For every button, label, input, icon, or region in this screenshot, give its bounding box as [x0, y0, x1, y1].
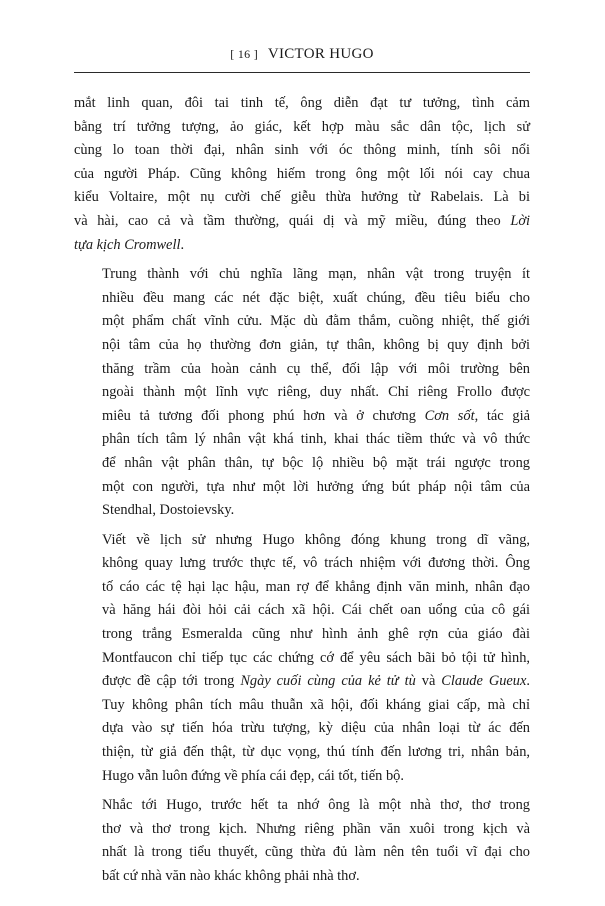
text-line	[74, 287, 530, 311]
text-run: miêu tả tương đối phong phú hơn và ở chương	[102, 407, 425, 424]
text-line	[74, 499, 530, 523]
text-line	[74, 186, 530, 210]
text-line	[74, 163, 530, 187]
text-run: Trung thành với chủ nghĩa lãng mạn, nhân vật trong truyện ít	[102, 266, 530, 283]
text-run: mắt linh quan, đôi tai tinh tế, ông diễn đạt tư tưởng, tình cảm	[74, 95, 530, 111]
text-line	[74, 381, 530, 405]
italic-title: tựa kịch Cromwell	[74, 236, 181, 253]
text-run: trong trắng Esmeralda cũng như hình ảnh ghê rợn của giáo đài	[102, 626, 530, 643]
text-line	[74, 428, 530, 452]
text-line	[74, 234, 530, 258]
italic-title: Lời	[510, 212, 530, 229]
text-line	[74, 623, 530, 647]
text-line	[74, 310, 530, 334]
body-text	[74, 92, 530, 895]
text-line	[74, 794, 530, 818]
text-run: bất cứ nhà văn nào khác không phải nhà thơ.	[102, 868, 360, 884]
italic-title: Ngày cuối cùng của kẻ tử tù	[240, 673, 416, 690]
text-line	[74, 116, 530, 140]
text-run: thơ và thơ trong kịch. Nhưng riêng phần văn xuôi trong kịch và	[102, 820, 530, 837]
text-run: của người Pháp. Cũng không hiếm trong ông một lối nói cay chua	[74, 165, 530, 182]
text-line	[74, 765, 530, 789]
page-number: [ 16 ]	[230, 47, 259, 61]
text-line	[74, 452, 530, 476]
text-run: thăng trầm của hoàn cảnh cụ thể, đối lập với môi trường bên	[102, 360, 530, 377]
text-line	[74, 599, 530, 623]
text-line	[74, 647, 530, 671]
italic-title: Cơn sốt	[424, 407, 475, 424]
text-line	[74, 741, 530, 765]
text-run: bằng trí tưởng tượng, ảo giác, kết hợp màu sắc dân tộc, lịch sử	[74, 118, 530, 135]
text-run: Stendhal, Dostoievsky.	[102, 502, 235, 519]
text-run: nhất là trong tiểu thuyết, cũng thừa đủ làm nên tên tuổi vĩ đại cho	[102, 844, 530, 861]
text-line	[74, 841, 530, 865]
text-line	[74, 210, 530, 234]
text-run: một phẩm chất vĩnh cửu. Mặc dù đằm thắm, cuồng nhiệt, thế giới	[102, 313, 530, 330]
text-run: ngoài thành một lĩnh vực riêng, duy nhất. Chỉ riêng Frollo được	[102, 384, 530, 401]
running-header	[74, 46, 530, 63]
text-line	[74, 139, 530, 163]
text-run: phân tích tâm lý nhân vật khá tinh, khai thác tiềm thức và vô thức	[102, 431, 530, 448]
text-line	[74, 92, 530, 116]
text-run: kiểu Voltaire, một nụ cười chế giễu thừa hưởng từ Rabelais. Là bi	[74, 189, 530, 206]
text-line	[74, 263, 530, 287]
text-run: nhiều đều mang các nét đặc biệt, xuất chúng, đều tiêu biểu cho	[102, 289, 530, 306]
text-run: cùng lo toan thời đại, nhân sinh với óc thông minh, tính sôi nổi	[74, 142, 530, 159]
text-run: Tuy không phân tích mâu thuẫn xã hội, đối kháng giai cấp, mà chỉ	[102, 696, 530, 713]
header-rule	[74, 72, 530, 73]
text-line	[74, 670, 530, 694]
text-run: Nhắc tới Hugo, trước hết ta nhớ ông là một nhà thơ, thơ trong	[102, 797, 530, 814]
text-run: .	[526, 673, 530, 690]
text-run: để nhân vật phân thân, tự bộc lộ nhiều bộ mặt trái ngược trong	[102, 454, 530, 471]
text-line	[74, 552, 530, 576]
paragraph	[74, 263, 530, 523]
text-run: nội tâm của họ thường đơn giản, tự thân, không bị quy định bởi	[102, 336, 530, 353]
text-run: dựa vào sự tiến hóa trừu tượng, kỳ diệu của nhân loại từ ác đến	[102, 720, 530, 737]
text-line	[74, 717, 530, 741]
text-line	[74, 358, 530, 382]
text-line	[74, 818, 530, 842]
text-line	[74, 694, 530, 718]
text-run: và hăng hái đòi hỏi cải cách xã hội. Cái chết oan uổng của cô gái	[102, 602, 530, 619]
paragraph	[74, 794, 530, 888]
text-run: được đề cập tới trong	[102, 673, 241, 690]
text-run: và hài, cao cả và tầm thường, quái dị và mỹ miều, đúng theo	[74, 212, 511, 229]
text-run: Hugo vẫn luôn đứng về phía cái đẹp, cái tốt, tiến bộ.	[102, 767, 404, 784]
text-line	[74, 576, 530, 600]
text-run: tố cáo các tệ hại lạc hậu, man rợ để khẳng định văn minh, nhân đạo	[102, 578, 530, 595]
text-line	[74, 476, 530, 500]
text-run: Montfaucon chỉ tiếp tục các chứng cớ để yêu sách bãi bỏ tội tử hình,	[102, 649, 530, 666]
text-run: và	[415, 673, 442, 690]
text-run: thiện, từ giả đến thật, từ dục vọng, thú tính đến lương tri, nhân bản,	[102, 744, 530, 761]
text-line	[74, 334, 530, 358]
text-line	[74, 405, 530, 429]
paragraph	[74, 529, 530, 789]
italic-title: Claude Gueux	[441, 673, 527, 690]
text-run: , tác giả	[474, 407, 530, 424]
paragraph	[74, 92, 530, 257]
text-line	[74, 529, 530, 553]
book-title: VICTOR HUGO	[267, 46, 374, 62]
text-run: Viết về lịch sử nhưng Hugo không đóng khung trong dĩ vãng,	[102, 531, 530, 548]
text-run: một con người, tựa như một lời hưởng ứng bút pháp nội tâm của	[102, 478, 530, 495]
text-run: .	[180, 236, 185, 253]
text-run: không quay lưng trước thực tế, vô trách nhiệm với đương thời. Ông	[102, 555, 530, 572]
text-line	[74, 865, 530, 889]
